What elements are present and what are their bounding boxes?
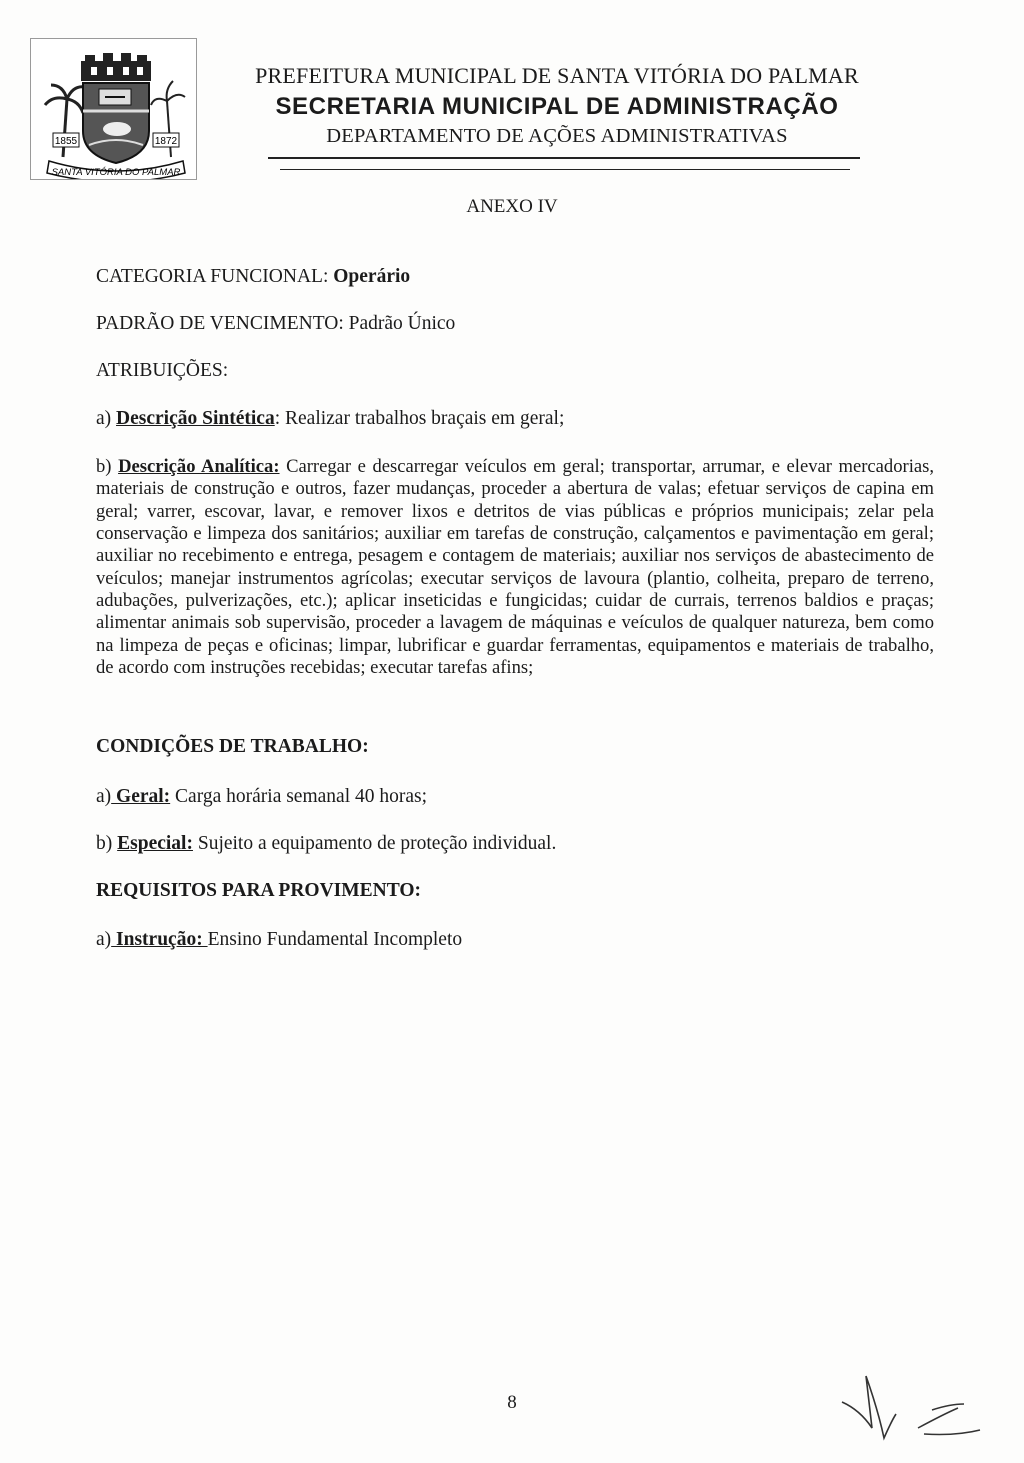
condicao-geral-label: Geral:: [111, 786, 171, 807]
descricao-sintetica: [96, 408, 564, 430]
padrao-vencimento: [96, 313, 455, 335]
condicao-geral: [96, 786, 427, 808]
categoria-value: Operário: [333, 266, 411, 287]
condicao-especial: [96, 833, 556, 855]
item-prefix: a): [96, 786, 112, 807]
atribuicoes-heading: ATRIBUIÇÕES:: [96, 360, 229, 381]
condicao-especial-label: Especial:: [117, 833, 193, 854]
header-departamento: DEPARTAMENTO DE AÇÕES ADMINISTRATIVAS: [326, 125, 788, 147]
padrao-label: PADRÃO DE VENCIMENTO:: [96, 313, 349, 334]
condicao-geral-text: Carga horária semanal 40 horas;: [170, 786, 428, 807]
page-title: ANEXO IV: [466, 196, 558, 217]
municipal-crest: [30, 38, 197, 180]
condicoes-heading: CONDIÇÕES DE TRABALHO:: [96, 736, 369, 757]
crest-year-left: 1855: [54, 136, 78, 147]
item-prefix: b): [96, 833, 118, 854]
signature-initials-icon: [840, 1370, 990, 1450]
item-prefix: a): [96, 929, 112, 950]
descricao-analitica-text: Carregar e descarregar veículos em geral; transportar, arrumar, e elevar mercadorias, materiais de construção e outros, fazer mudanças, proceder a abertura de valas; efetuar serviços de capina em geral; varrer, escovar, lavar, e remover lixos e detritos de vias públicas e próprios municipais; zelar pela conservação e limpeza dos sanitários; auxiliar em tarefas de construção, calçamentos e pavimentação em geral; auxiliar no recebimento e entrega, pesagem e contagem de materiais; auxiliar nos serviços de abastecimento de veículos; manejar instrumentos agrícolas; executar serviços de lavoura (plantio, colheita, preparo de terreno, adubações, pulverizações, etc.); aplicar inseticidas e fungicidas; cuidar de currais, terrenos baldios e praças; alimentar animais sob supervisão, proceder a lavagem de máquinas e veículos de qualquer natureza, bem como na limpeza de peças e oficinas; limpar, lubrificar e guardar ferramentas, equipamentos e materiais de trabalho, de acordo com instruções recebidas; executar tarefas afins;: [96, 456, 935, 679]
padrao-value: Padrão Único: [348, 313, 456, 334]
condicao-especial-text: Sujeito a equipamento de proteção individual.: [192, 833, 557, 854]
requisito-instrucao-label: Instrução:: [111, 929, 208, 950]
descricao-analitica-label: Descrição Analítica:: [118, 456, 280, 477]
page-number: 8: [507, 1392, 517, 1413]
header-prefeitura: PREFEITURA MUNICIPAL DE SANTA VITÓRIA DO PALMAR: [255, 63, 859, 88]
item-prefix: a): [96, 408, 117, 429]
descricao-sintetica-text: Realizar trabalhos braçais em geral;: [285, 408, 565, 429]
label-separator: :: [274, 408, 285, 429]
crest-emblem-icon: [31, 39, 196, 179]
categoria-funcional: [96, 266, 410, 288]
crest-year-right: 1872: [154, 136, 178, 147]
requisitos-heading: REQUISITOS PARA PROVIMENTO:: [96, 880, 422, 901]
descricao-analitica: [96, 456, 934, 679]
crest-ribbon-text: SANTA VITÓRIA DO PALMAR: [51, 167, 181, 178]
header-rule-bottom: [280, 169, 850, 170]
header-secretaria: SECRETARIA MUNICIPAL DE ADMINISTRAÇÃO: [275, 93, 839, 120]
descricao-sintetica-label: Descrição Sintética: [116, 408, 275, 429]
item-prefix: b): [96, 456, 119, 477]
requisito-instrucao: [96, 929, 462, 951]
requisito-instrucao-text: Ensino Fundamental Incompleto: [207, 929, 463, 950]
categoria-label: CATEGORIA FUNCIONAL:: [96, 266, 334, 287]
header-rule-top: [268, 157, 860, 159]
